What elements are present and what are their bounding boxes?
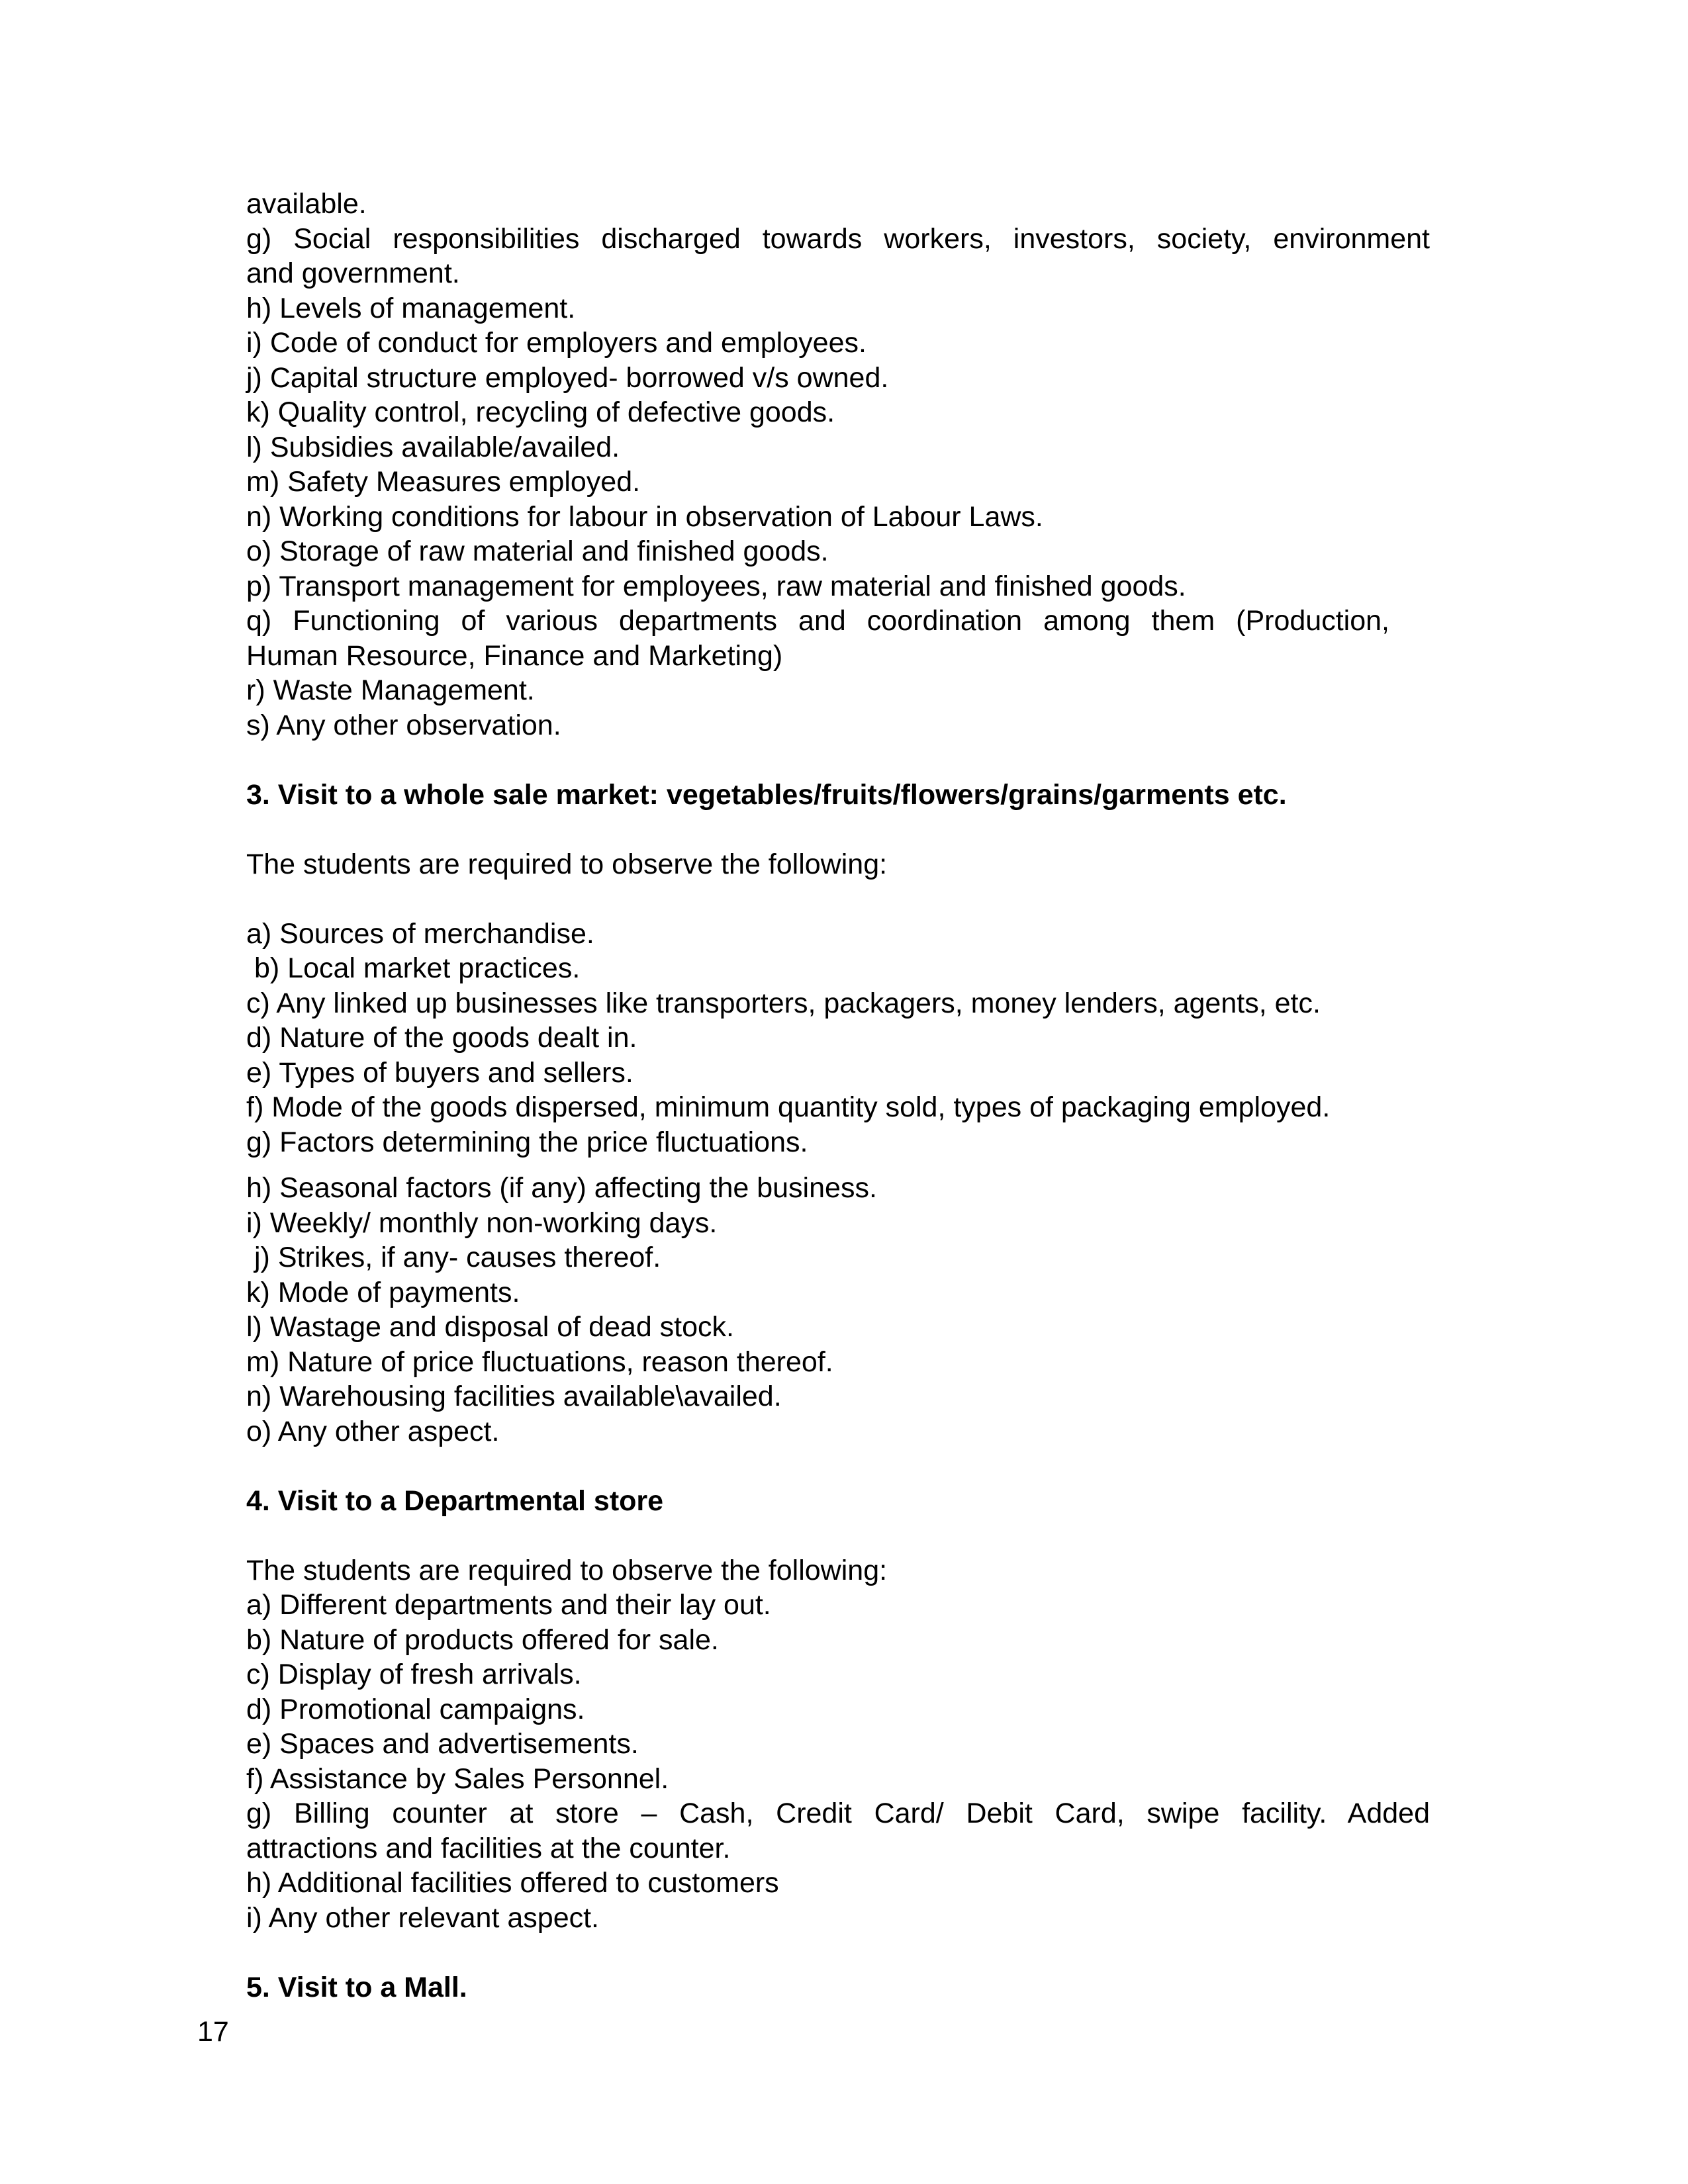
spacer [246, 812, 1430, 847]
list-item: r) Waste Management. [246, 674, 535, 706]
list-item: i) Any other relevant aspect. [246, 1901, 600, 1934]
section-intro: The students are required to observe the following: [246, 1554, 888, 1586]
list-item: d) Nature of the goods dealt in. [246, 1022, 637, 1054]
list-item: o) Any other aspect. [246, 1415, 500, 1447]
list-item: a) Sources of merchandise. [246, 917, 594, 950]
list-item: j) Strikes, if any- causes thereof. [254, 1242, 661, 1273]
list-item: e) Spaces and advertisements. [246, 1728, 639, 1760]
list-item: e) Types of buyers and sellers. [246, 1056, 633, 1089]
list-item: h) Seasonal factors (if any) affecting the business. [246, 1172, 877, 1204]
list-item-line: g) Billing counter at store – Cash, Credit Card/ Debit Card, swipe facility. Added [246, 1797, 1430, 1829]
list-item: j) Capital structure employed- borrowed v/s owned. [246, 361, 889, 394]
list-item: m) Safety Measures employed. [246, 466, 641, 498]
spacer [246, 882, 1430, 917]
section-heading: 4. Visit to a Departmental store [246, 1484, 664, 1517]
section-intro: The students are required to observe the following: [246, 848, 888, 880]
section-heading: 5. Visit to a Mall. [246, 1971, 467, 2003]
continuation-line: available. [246, 188, 367, 220]
list-item: m) Nature of price fluctuations, reason thereof. [246, 1345, 833, 1378]
list-item: b) Nature of products offered for sale. [246, 1623, 719, 1656]
list-item: k) Quality control, recycling of defective goods. [246, 396, 835, 428]
list-item-line: q) Functioning of various departments and coordination among them (Production, [246, 605, 1389, 637]
list-item: l) Subsidies available/availed. [246, 431, 620, 463]
list-item: c) Display of fresh arrivals. [246, 1659, 582, 1690]
list-item: k) Mode of payments. [246, 1276, 520, 1308]
list-item: f) Mode of the goods dispersed, minimum quantity sold, types of packaging employed. [246, 1091, 1331, 1123]
spacer [246, 1518, 1430, 1553]
list-item: h) Additional facilities offered to customers [246, 1867, 779, 1899]
spacer [246, 743, 1430, 778]
list-item: h) Levels of management. [246, 292, 576, 324]
page-number: 17 [197, 2016, 229, 2048]
list-item: n) Warehousing facilities available\availed. [246, 1381, 782, 1412]
spacer [246, 1935, 1430, 1970]
list-item-line: and government. [246, 257, 460, 289]
list-item-line: Human Resource, Finance and Marketing) [246, 639, 783, 672]
list-item: p) Transport management for employees, raw material and finished goods. [246, 570, 1186, 602]
section-heading: 3. Visit to a whole sale market: vegetables/fruits/flowers/grains/garments etc. [246, 778, 1287, 811]
list-item: s) Any other observation. [246, 709, 561, 741]
list-item: i) Weekly/ monthly non-working days. [246, 1206, 718, 1239]
list-item: c) Any linked up businesses like transporters, packagers, money lenders, agents, etc. [246, 987, 1321, 1019]
list-item: f) Assistance by Sales Personnel. [246, 1762, 669, 1795]
list-item: d) Promotional campaigns. [246, 1693, 585, 1725]
page-content [246, 187, 1430, 2005]
list-item: b) Local market practices. [254, 952, 581, 984]
spacer [246, 1160, 1430, 1171]
list-item: o) Storage of raw material and finished goods. [246, 535, 829, 567]
spacer [246, 1449, 1430, 1484]
list-item: i) Code of conduct for employers and employees. [246, 327, 867, 359]
list-item: a) Different departments and their lay out. [246, 1589, 771, 1621]
list-item: g) Factors determining the price fluctuations. [246, 1126, 808, 1158]
list-item: l) Wastage and disposal of dead stock. [246, 1311, 734, 1343]
list-item: n) Working conditions for labour in observation of Labour Laws. [246, 500, 1043, 533]
list-item-line: attractions and facilities at the counter. [246, 1832, 731, 1864]
list-item-line: g) Social responsibilities discharged towards workers, investors, society, environment [246, 222, 1430, 255]
